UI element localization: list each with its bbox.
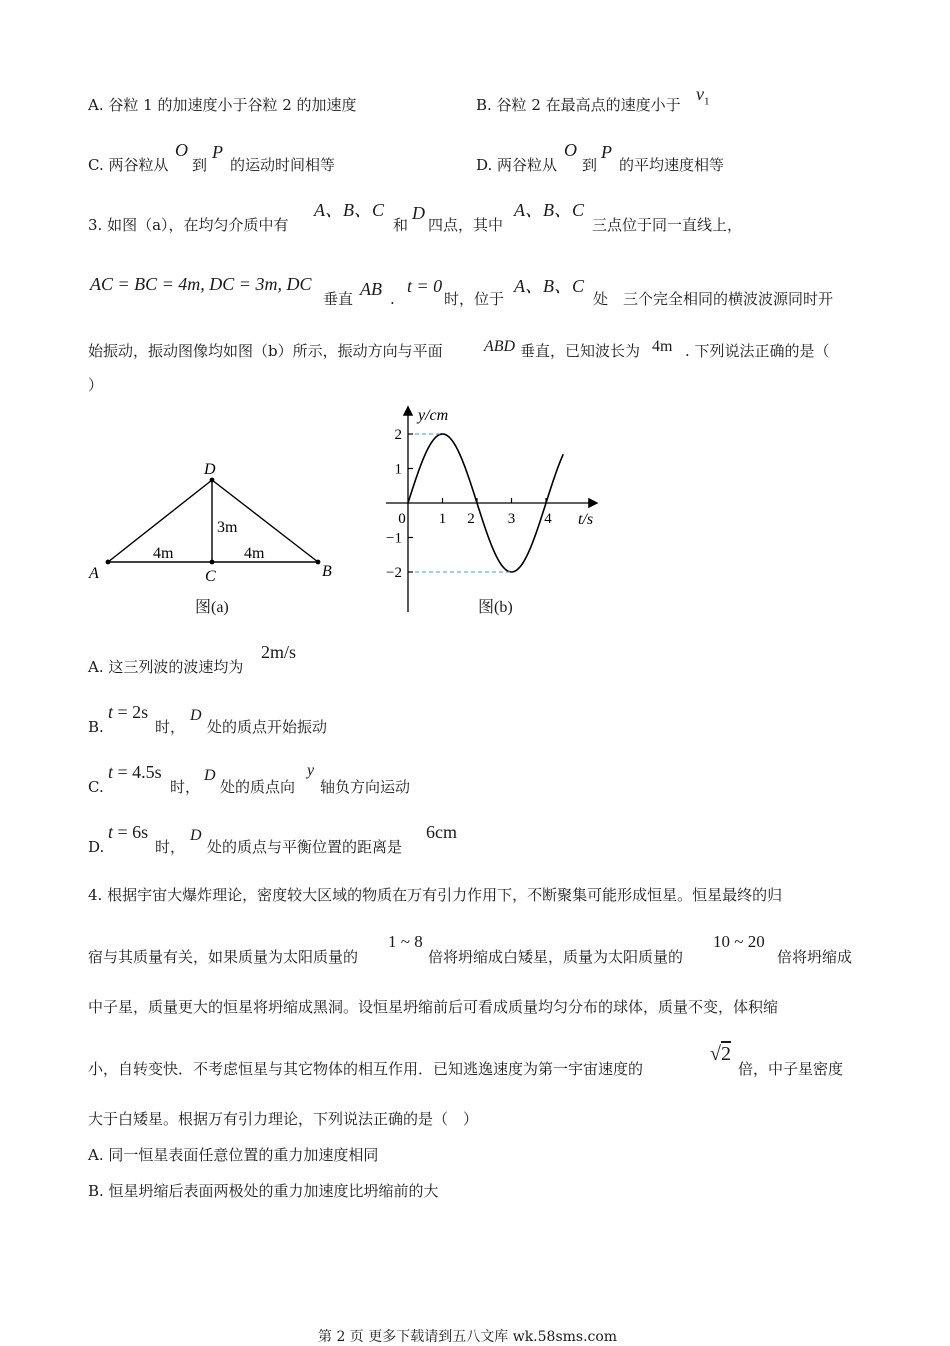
point-c-dot (210, 560, 215, 565)
label-a: A (89, 565, 99, 582)
q2-option-d-text1: D. 两谷粒从 (476, 156, 558, 174)
label-d: D (204, 461, 216, 478)
q4-option-b: B. 恒星坍缩后表面两极处的重力加速度比坍缩前的大 (88, 1182, 439, 1200)
q3-stem-line1-points: A、B、C (314, 200, 384, 220)
q3-stem-line2-c: 时，位于 (444, 290, 505, 308)
q4-option-a: A. 同一恒星表面任意位置的重力加速度相同 (88, 1146, 379, 1164)
q2-option-d-point-p: P (601, 142, 612, 162)
x-tick-label: 4 (544, 511, 552, 527)
q3-option-c-a: 时， (170, 778, 201, 796)
x-tick-label: 2 (467, 511, 475, 527)
y-tick-label: −2 (386, 565, 402, 581)
q4-stem-line4-sqrt: √2 (710, 1043, 731, 1065)
q3-option-c-y: y (307, 762, 315, 779)
q3-option-c-c: 轴负方向运动 (320, 778, 411, 796)
x-axis-label: t/s (578, 511, 594, 528)
q4-stem-line1: 4. 根据宇宙大爆炸理论，密度较大区域的物质在万有引力作用下，不断聚集可能形成恒星。恒星最终的归 (88, 886, 783, 904)
q3-stem-line3-c: . 下列说法正确的是（ (685, 342, 830, 360)
q3-stem-line1-b: 和 (393, 216, 409, 234)
y-tick-label: −1 (386, 530, 402, 547)
q3-option-a-value: 2m/s (261, 642, 297, 662)
q2-option-c-text3: 的运动时间相等 (230, 156, 336, 174)
q3-option-d-prefix: D. (88, 838, 105, 856)
q4-stem-line5: 大于白矮星。根据万有引力理论，下列说法正确的是（ ） (88, 1110, 479, 1128)
q3-stem-line1-d-text: 三点位于同一直线上， (592, 216, 743, 234)
q3-option-d-d: D (190, 827, 202, 844)
y-axis-label: y/cm (418, 407, 449, 424)
point-d-dot (210, 478, 215, 483)
q3-stem-line1-c: 四点，其中 (428, 216, 504, 234)
q2-option-c-point-o: O (175, 140, 188, 160)
point-a-dot (106, 560, 111, 565)
dim-dc: 3m (217, 519, 238, 536)
q4-stem-line4-a: 小，自转变快．不考虑恒星与其它物体的相互作用．已知逃逸速度为第一宇宙速度的 (88, 1060, 644, 1078)
q3-option-b-b: 处的质点开始振动 (207, 718, 328, 736)
q3-option-b-a: 时， (155, 718, 186, 736)
q3-stem-line3-a: 始振动，振动图像均如图（b）所示，振动方向与平面 (88, 342, 443, 360)
x-tick-label: 3 (507, 511, 516, 527)
q3-stem-line3-abd: ABD (484, 338, 516, 355)
figure-b-chart (370, 400, 610, 615)
q2-option-d-text3: 的平均速度相等 (619, 156, 725, 174)
q3-option-a-text: A. 这三列波的波速均为 (88, 658, 244, 676)
label-b: B (322, 563, 332, 580)
q3-stem-line2-b: . (390, 290, 395, 308)
q4-stem-line2-a: 宿与其质量有关，如果质量为太阳质量的 (88, 948, 359, 966)
q2-option-b-var: $v_1$ (696, 84, 710, 108)
label-c: C (205, 568, 216, 585)
q4-stem-line4-b: 倍，中子星密度 (738, 1060, 844, 1078)
dim-cb: 4m (244, 545, 265, 562)
q4-stem-line2-c: 倍将坍缩成 (777, 948, 853, 966)
q3-option-b-time: t = 2s (108, 702, 149, 722)
y-tick-label: 2 (394, 427, 402, 443)
figure-a-caption: 图(a) (195, 599, 229, 616)
q3-stem-line3-wavelength: 4m (652, 338, 673, 355)
q3-stem-line4: ） (88, 376, 104, 394)
q2-option-c-text1: C. 两谷粒从 (88, 156, 169, 174)
q3-option-b-d: D (190, 707, 202, 724)
q4-stem-line3: 中子星，质量更大的恒星将坍缩成黑洞。设恒星坍缩前后可看成质量均匀分布的球体，质量不变，体积缩 (88, 998, 779, 1016)
q3-option-c-time: t = 4.5s (108, 762, 162, 782)
q3-stem-line2-ab: AB (360, 279, 382, 299)
q2-option-a: A. 谷粒 1 的加速度小于谷粒 2 的加速度 (88, 96, 357, 114)
q2-option-d-text2: 到 (582, 156, 598, 174)
x-tick-label: 0 (398, 511, 406, 527)
q3-stem-line2-points: A、B、C (514, 276, 584, 296)
q3-stem-line1-points2: A、B、C (514, 200, 584, 220)
q3-option-d-time: t = 6s (108, 822, 149, 842)
page-footer[interactable]: 第 2 页 更多下载请到五八文库 wk.58sms.com (318, 1329, 618, 1345)
x-tick-label: 1 (438, 511, 447, 527)
q4-stem-line2-b: 倍将坍缩成白矮星，质量为太阳质量的 (428, 948, 684, 966)
q3-stem-line2-d: 处 三个完全相同的横波波源同时开 (593, 290, 834, 308)
figure-a-triangle (80, 452, 350, 587)
y-tick-label: 1 (394, 461, 402, 478)
q3-option-c-prefix: C. (88, 778, 104, 796)
q3-option-c-d: D (204, 767, 216, 784)
q4-stem-line2-range2: 10 ~ 20 (713, 932, 765, 951)
point-b-dot (316, 560, 321, 565)
q3-stem-line1-a: 3. 如图（a），在均匀介质中有 (88, 216, 289, 234)
q3-option-c-b: 处的质点向 (220, 778, 296, 796)
q3-stem-line3-b: 垂直，已知波长为 (520, 342, 641, 360)
q2-option-d-point-o: O (564, 140, 577, 160)
q2-option-c-point-p: P (212, 142, 223, 162)
figure-b-caption: 图(b) (478, 599, 513, 616)
q3-stem-line2-eq: AC = BC = 4m, DC = 3m, DC (90, 274, 312, 294)
q3-option-d-a: 时， (155, 838, 186, 856)
q4-stem-line2-range1: 1 ~ 8 (388, 932, 423, 951)
q2-option-b: B. 谷粒 2 在最高点的速度小于 (476, 96, 681, 114)
q3-option-b-prefix: B. (88, 718, 104, 736)
dim-ac: 4m (153, 545, 174, 562)
q3-stem-line2-a: 垂直 (323, 290, 354, 308)
q3-option-d-value: 6cm (426, 822, 457, 842)
q2-option-c-text2: 到 (192, 156, 208, 174)
q3-stem-line2-t0: t = 0 (407, 276, 443, 296)
q3-option-d-b: 处的质点与平衡位置的距离是 (207, 838, 403, 856)
q3-stem-line1-d: D (412, 203, 425, 223)
